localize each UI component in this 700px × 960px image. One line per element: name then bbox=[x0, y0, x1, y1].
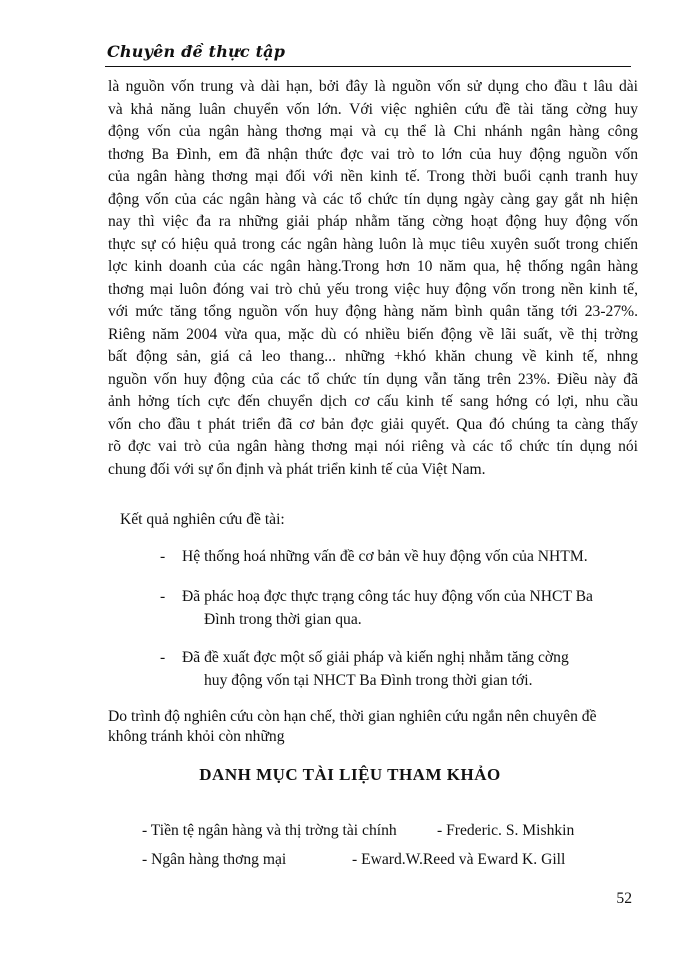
paragraph-line: động vốn của các ngân hàng và các tổ chức tín dụng ngày càng gay gắt nh hiện bbox=[108, 190, 638, 208]
result-item-text: Hệ thống hoá những vấn đề cơ bản về huy động vốn của NHTM. bbox=[182, 548, 588, 565]
reference-title: - Tiền tệ ngân hàng và thị trờng tài chính bbox=[142, 822, 397, 839]
result-item-text: Đã phác hoạ đợc thực trạng công tác huy động vốn của NHCT Ba bbox=[182, 588, 593, 605]
result-item-text-cont: Đình trong thời gian qua. bbox=[204, 610, 362, 628]
paragraph-line: với mức tăng tổng nguồn vốn huy động hàng năm bình quân tăng tới 23-27%. bbox=[108, 303, 638, 320]
paragraph-line: Riêng năm 2004 vừa qua, mặc dù có nhiều biến động về lãi suất, về thị trờng bbox=[108, 325, 638, 343]
result-item-text: Đã đề xuất đợc một số giải pháp và kiến nghị nhằm tăng cờng bbox=[182, 649, 569, 666]
bullet-dash: - bbox=[160, 588, 166, 605]
paragraph-line: thực sự có hiệu quả trong các ngân hàng luôn là mục tiêu xuyên suốt trong chiến bbox=[108, 235, 638, 253]
paragraph-line: lợc kinh doanh của các ngân hàng.Trong hơn 10 năm qua, hệ thống ngân hàng bbox=[108, 258, 638, 275]
paragraph-line: nguồn vốn huy động của các tổ chức tín dụng vẫn tăng trên 23%. Điều này đã bbox=[108, 370, 638, 388]
paragraph-line: và khả năng luân chuyển vốn lớn. Với việc nghiên cứu đề tài tăng cờng huy bbox=[108, 100, 638, 118]
header-title: Chuyên đề thực tập bbox=[107, 42, 286, 61]
conclusion-line: Do trình độ nghiên cứu còn hạn chế, thời gian nghiên cứu ngắn nên chuyên đề bbox=[108, 708, 597, 725]
page-number: 52 bbox=[616, 890, 632, 907]
reference-title: - Ngân hàng thơng mại bbox=[142, 851, 287, 868]
paragraph-line: vốn cho đầu t phát triển đã cơ bản đợc giải quyết. Qua đó chúng ta càng thấy bbox=[108, 415, 638, 433]
paragraph-line: của ngân hàng thơng mại đối với nền kinh tế. Trong thời buổi cạnh tranh huy bbox=[108, 168, 638, 185]
result-item-text-cont: huy động vốn tại NHCT Ba Đình trong thời gian tới. bbox=[204, 671, 533, 689]
reference-author: - Frederic. S. Mishkin bbox=[437, 822, 575, 839]
paragraph-line: ảnh hởng tích cực đến chuyển dịch cơ cấu kinh tế sang hớng có lợi, nhu cầu bbox=[108, 393, 638, 410]
paragraph-line: động vốn của ngân hàng thơng mại và cụ thể là Chi nhánh ngân hàng công bbox=[108, 123, 638, 140]
paragraph-line: nay thì việc đa ra những giải pháp nhằm tăng cờng hoạt động huy động vốn bbox=[108, 213, 638, 230]
main-paragraph bbox=[108, 76, 638, 481]
paragraph-line: chung đối với sự ổn định và phát triển kinh tế của Việt Nam. bbox=[108, 460, 486, 478]
reference-item bbox=[142, 851, 566, 869]
paragraph-line: là nguồn vốn trung và dài hạn, bởi đây là nguồn vốn sử dụng cho đầu t lâu dài bbox=[108, 78, 638, 95]
paragraph-line: thơng Ba Đình, em đã nhận thức đợc vai trò to lớn của huy động nguồn vốn bbox=[108, 145, 638, 163]
reference-author: - Eward.W.Reed và Eward K. Gill bbox=[352, 851, 566, 868]
conclusion-line: không tránh khỏi còn những bbox=[108, 728, 285, 745]
conclusion-paragraph bbox=[108, 707, 638, 747]
paragraph-line: thơng mại luôn đóng vai trò chủ yếu trong việc huy động vốn trong nền kinh tế, bbox=[108, 280, 638, 298]
references-heading: DANH MỤC TÀI LIỆU THAM KHẢO bbox=[199, 765, 501, 784]
reference-item bbox=[142, 822, 575, 840]
page-header bbox=[105, 40, 631, 67]
results-intro: Kết quả nghiên cứu đề tài: bbox=[120, 511, 285, 528]
paragraph-line: bất động sản, giá cả leo thang... những +khó khăn chung về kinh tế, nhng bbox=[108, 348, 638, 365]
paragraph-line: rõ đợc vai trò của ngân hàng thơng mại nói riêng và các tổ chức tín dụng nói bbox=[108, 438, 638, 455]
bullet-dash: - bbox=[160, 649, 166, 666]
bullet-dash: - bbox=[160, 548, 166, 565]
